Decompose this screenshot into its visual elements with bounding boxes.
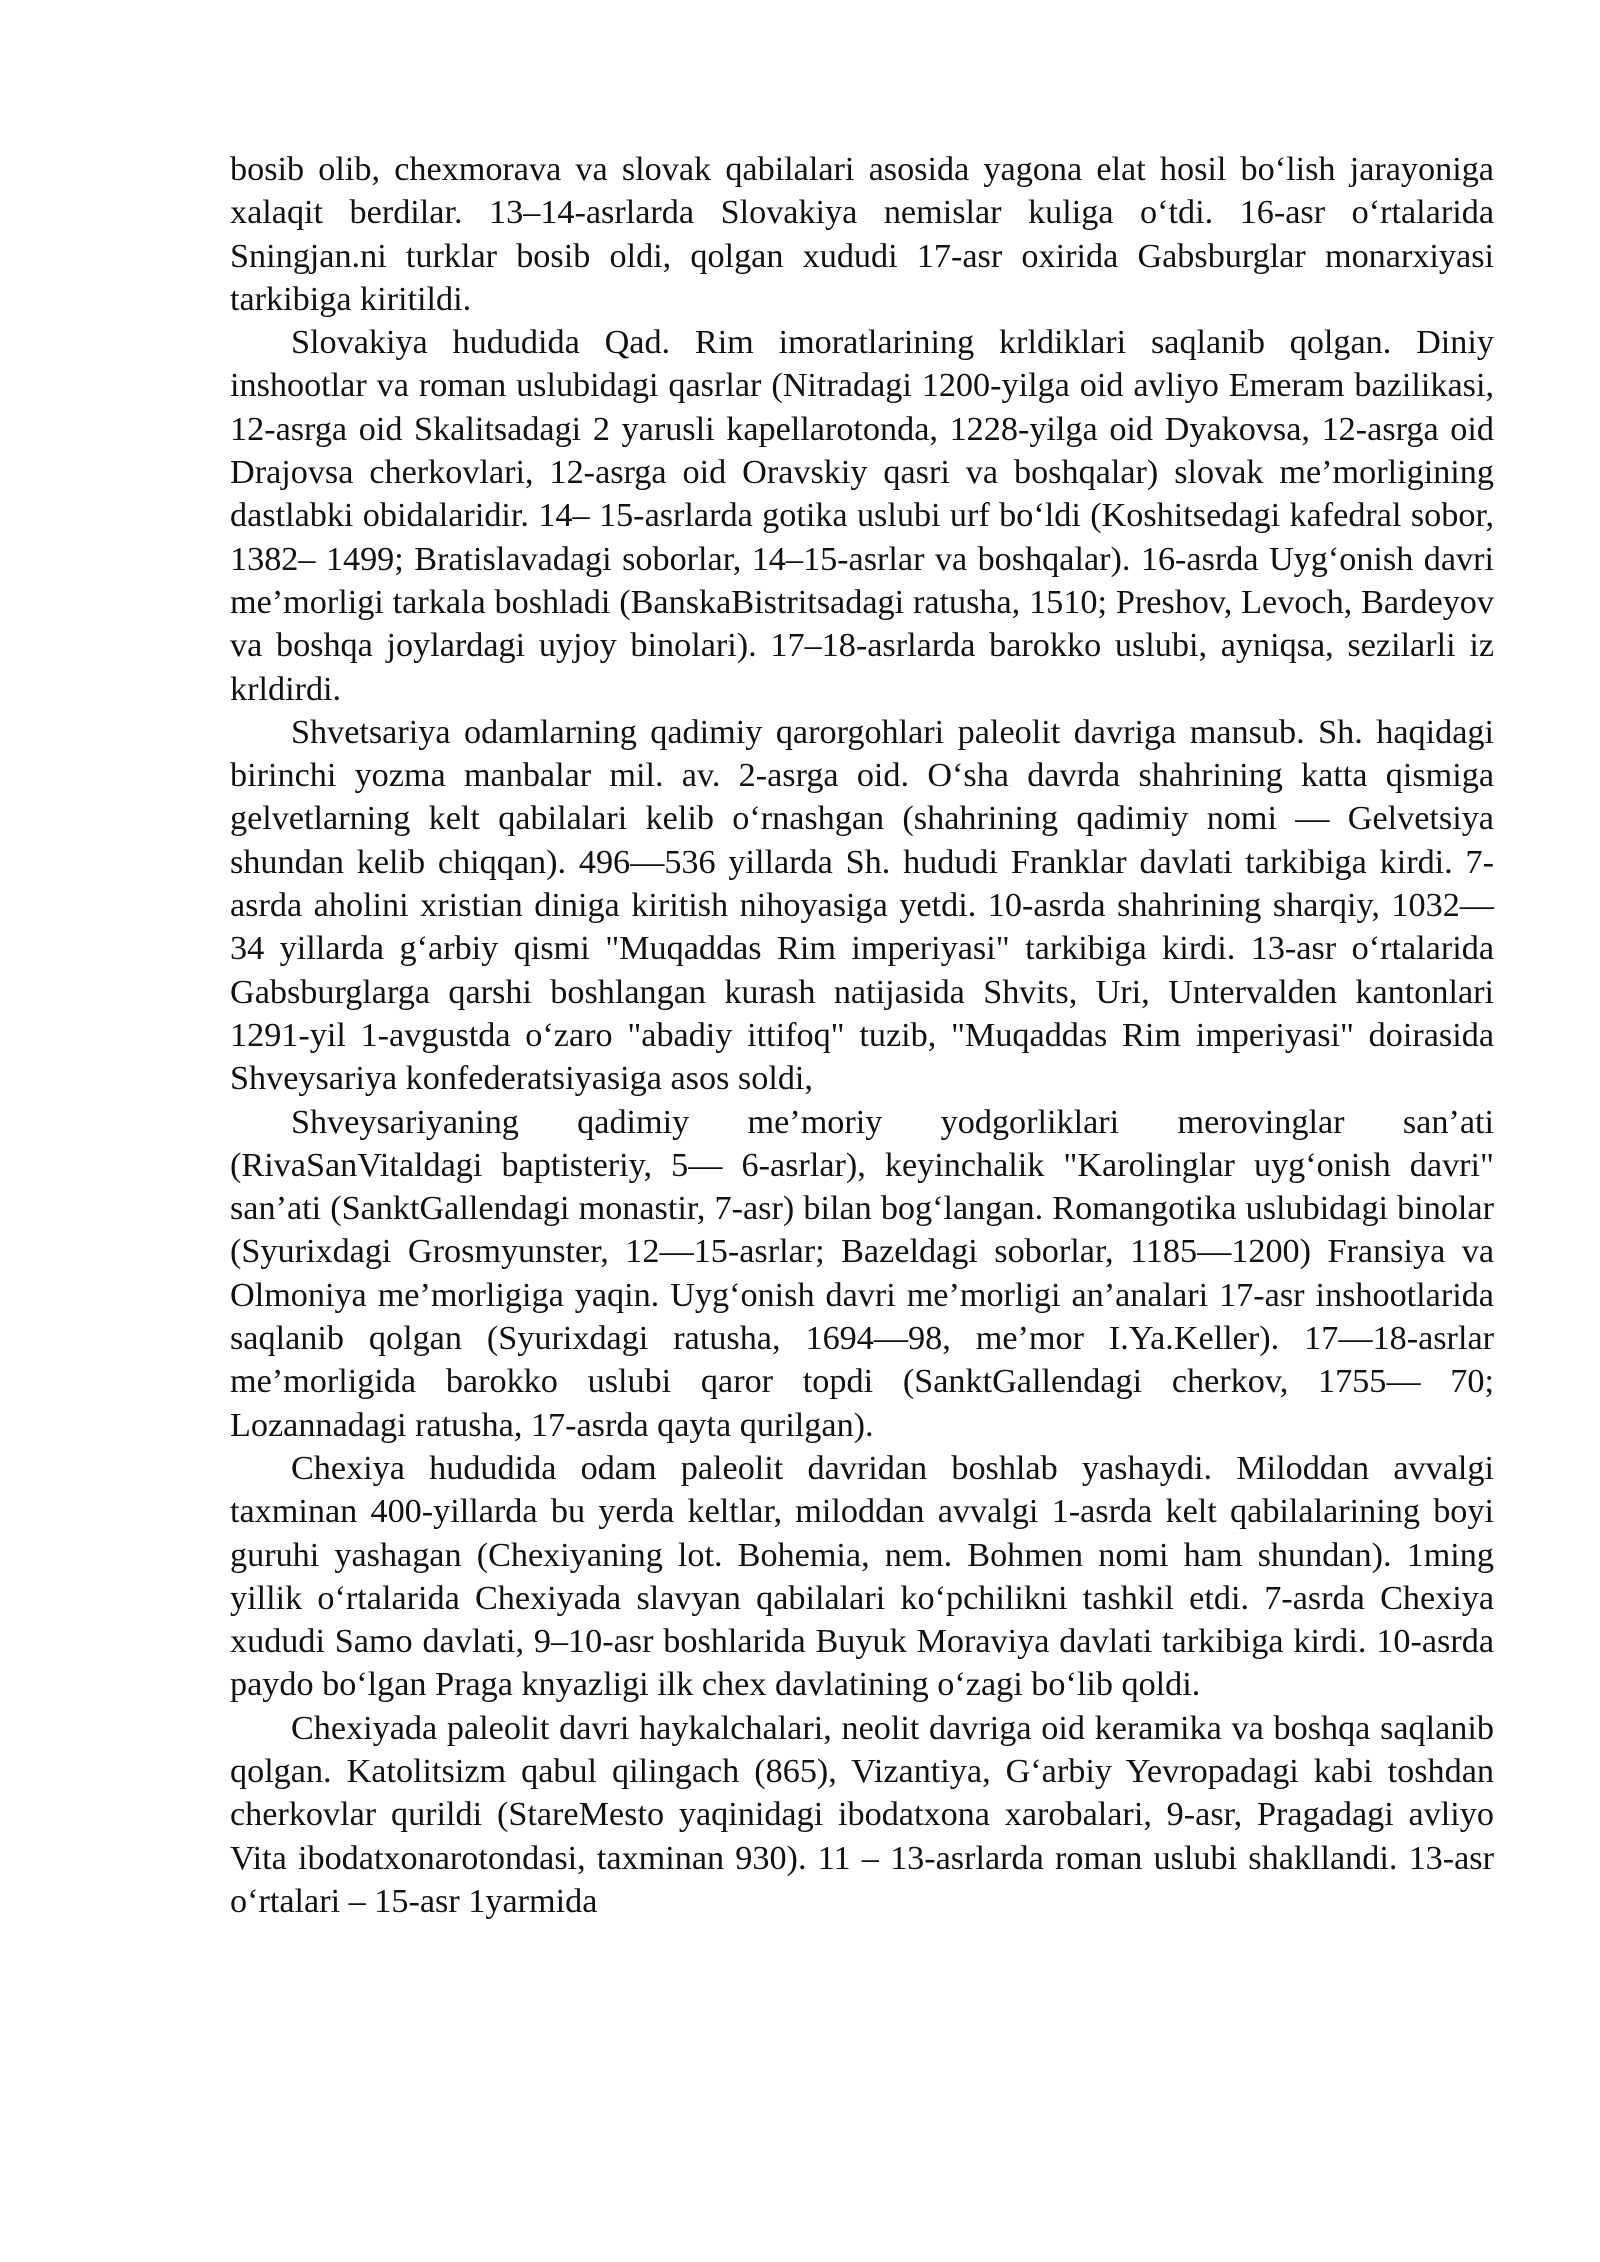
paragraph-slovakia-history: bosib olib, chexmorava va slovak qabilalari asosida yagona elat hosil bo‘lish jarayoniga xalaqit berdilar. 13–14-asrlarda Slovakiya nemislar kuliga o‘tdi. 16-asr o‘rtalarida Sningjan.ni turklar bosib oldi, qolgan xududi 17-asr oxirida Gabsburglar monarxiyasi tarkibiga kiritildi.: [230, 151, 1494, 318]
paragraph-slovakia-architecture: Slovakiya hududida Qad. Rim imoratlarining krldiklari saqlanib qolgan. Diniy inshootlar va roman uslubidagi qasrlar (Nitradagi 1200-yilga oid avliyo Emeram bazilikasi, 12-asrga oid Skalitsadagi 2 yarusli kapellarotonda, 1228-yilga oid Dyakovsa, 12-asrga oid Drajovsa cherkovlari, 12-asrga oid Oravskiy qasri va boshqalar) slovak me’morligining dastlabki obidalaridir. 14– 15-asrlarda gotika uslubi urf bo‘ldi (Koshitsedagi kafedral sobor, 1382– 1499; Bratislavadagi soborlar, 14–15-asrlar va boshqalar). 16-asrda Uyg‘onish davri me’morligi tarkala boshladi (BanskaBistritsadagi ratusha, 1510; Preshov, Levoch, Bardeyov va boshqa joylardagi uyjoy binolari). 17–18-asrlarda barokko uslubi, ayniqsa, sezilarli iz krldirdi.: [230, 324, 1494, 708]
paragraph-switzerland-architecture: Shveysariyaning qadimiy me’moriy yodgorliklari merovinglar san’ati (RivaSanVitaldagi baptisteriy, 5— 6-asrlar), keyinchalik "Karolinglar uyg‘onish davri" san’ati (SanktGallendagi monastir, 7-asr) bilan bog‘langan. Romangotika uslubidagi binolar (Syurixdagi Grosmyunster, 12—15-asrlar; Bazeldagi soborlar, 1185—1200) Fransiya va Olmoniya me’morligiga yaqin. Uyg‘onish davri me’morligi an’analari 17-asr inshootlarida saqlanib qolgan (Syurixdagi ratusha, 1694—98, me’mor I.Ya.Keller). 17—18-asrlar me’morligida barokko uslubi qaror topdi (SanktGallendagi cherkov, 1755— 70; Lozannadagi ratusha, 17-asrda qayta qurilgan).: [230, 1103, 1494, 1444]
paragraph-czechia-history: Chexiya hududida odam paleolit davridan boshlab yashaydi. Miloddan avvalgi taxminan 400-yillarda bu yerda keltlar, miloddan avvalgi 1-asrda kelt qabilalarining boyi guruhi yashagan (Chexiyaning lot. Bohemia, nem. Bohmen nomi ham shundan). 1ming yillik o‘rtalarida Chexiyada slavyan qabilalari ko‘pchilikni tashkil etdi. 7-asrda Chexiya xududi Samo davlati, 9–10-asr boshlarida Buyuk Moraviya davlati tarkibiga kirdi. 10-asrda paydo bo‘lgan Praga knyazligi ilk chex davlatining o‘zagi bo‘lib qoldi.: [230, 1449, 1494, 1704]
paragraph-switzerland-history: Shvetsariya odamlarning qadimiy qarorgohlari paleolit davriga mansub. Sh. haqidagi birinchi yozma manbalar mil. av. 2-asrga oid. O‘sha davrda shahrining katta qismiga gelvetlarning kelt qabilalari kelib o‘rnashgan (shahrining qadimiy nomi — Gelvetsiya shundan kelib chiqqan). 496—536 yillarda Sh. hududi Franklar davlati tarkibiga kirdi. 7-asrda aholini xristian diniga kiritish nihoyasiga yetdi. 10-asrda shahrining sharqiy, 1032—34 yillarda g‘arbiy qismi "Muqaddas Rim imperiyasi" tarkibiga kirdi. 13-asr o‘rtalarida Gabsburglarga qarshi boshlangan kurash natijasida Shvits, Uri, Untervalden kantonlari 1291-yil 1-avgustda o‘zaro "abadiy ittifoq" tuzib, "Muqaddas Rim imperiyasi" doirasida Shveysariya konfederatsiyasiga asos soldi,: [230, 713, 1494, 1098]
paragraph-czechia-architecture: Chexiyada paleolit davri haykalchalari, neolit davriga oid keramika va boshqa saqlanib qolgan. Katolitsizm qabul qilingach (865), Vizantiya, G‘arbiy Yevropadagi kabi toshdan cherkovlar qurildi (StareMesto yaqinidagi ibodatxona xarobalari, 9-asr, Pragadagi avliyo Vita ibodatxonarotondasi, taxminan 930). 11 – 13-asrlarda roman uslubi shakllandi. 13-asr o‘rtalari – 15-asr 1yarmida: [230, 1709, 1494, 1920]
document-page: [230, 148, 1494, 1923]
